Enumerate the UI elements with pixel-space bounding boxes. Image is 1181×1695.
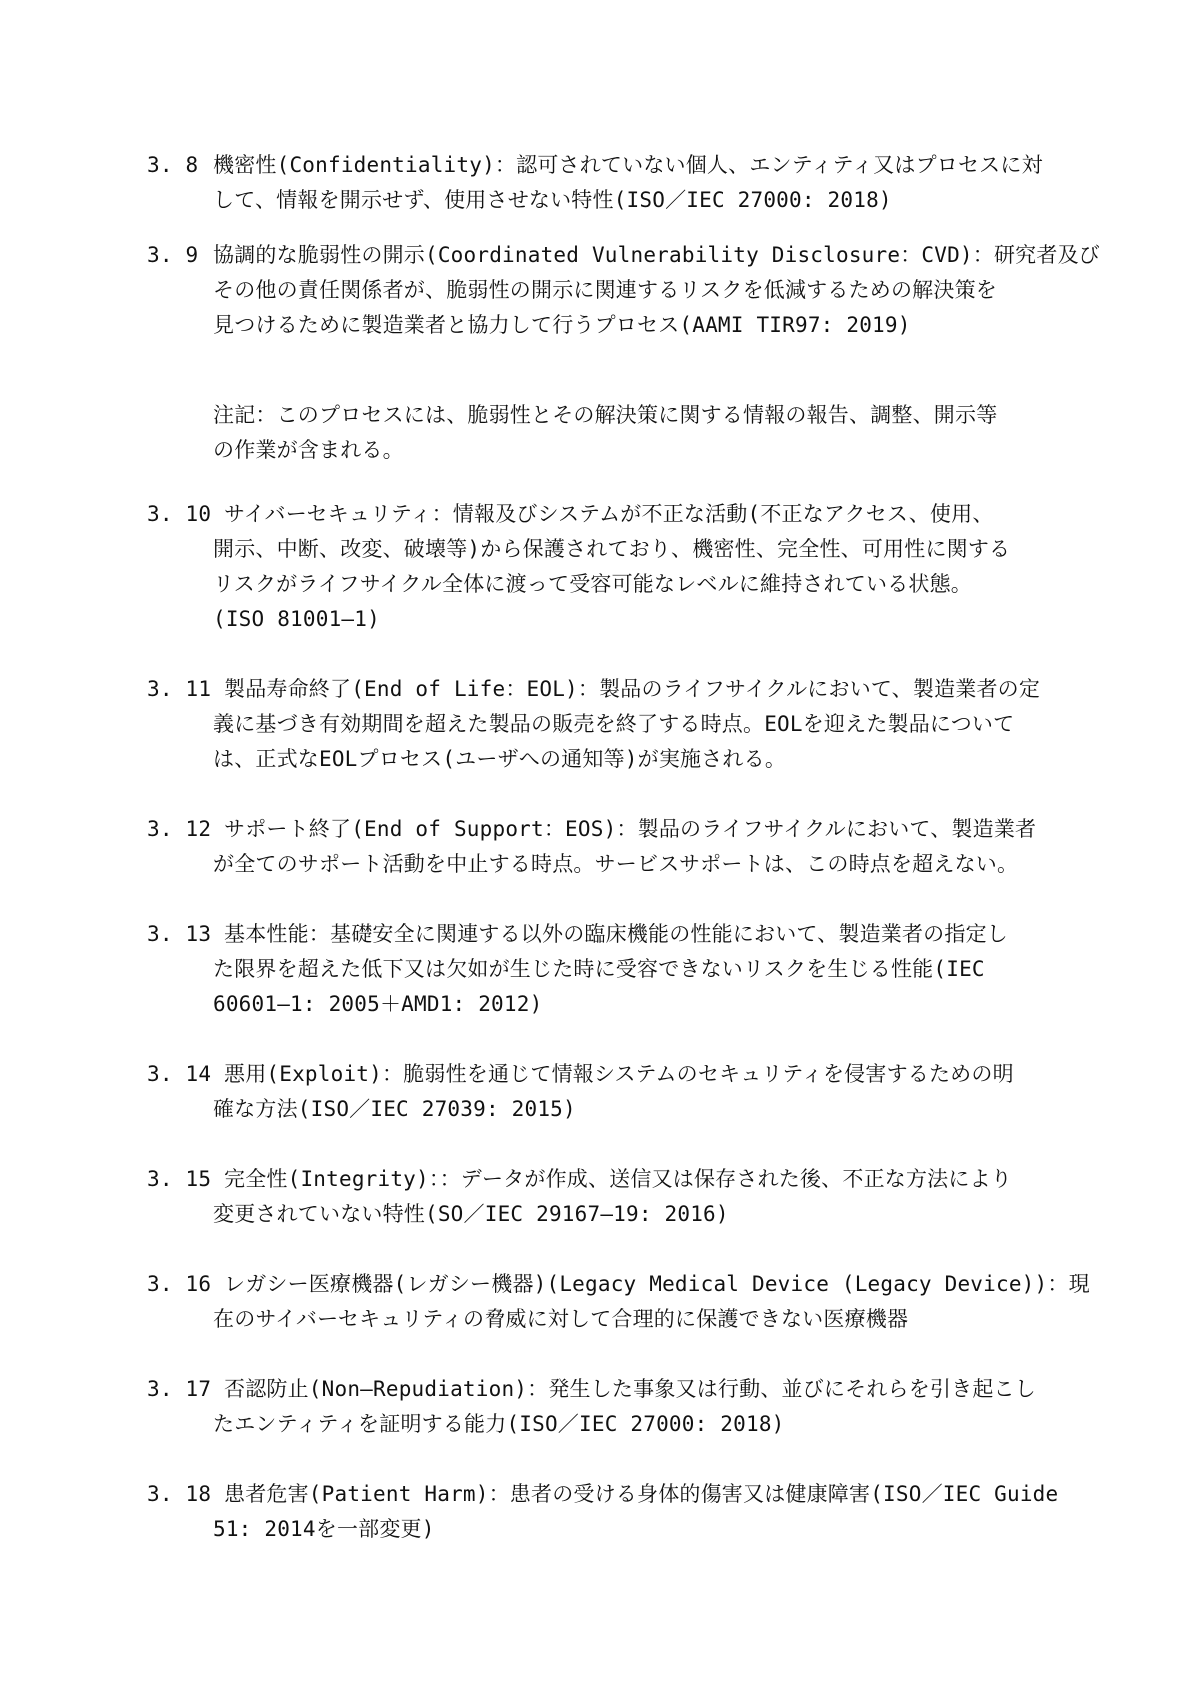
definition-3-11 — [147, 672, 1041, 777]
definition-text: その他の責任関係者が、脆弱性の開示に関連するリスクを低減するための解決策を — [213, 278, 997, 302]
definition-text: 60601―1: 2005＋AMD1: 2012) — [213, 992, 543, 1016]
definition-text: 悪用(Exploit)：脆弱性を通じて情報システムのセキュリティを侵害するための明 — [224, 1062, 1014, 1086]
note-text: 注記：このプロセスには、脆弱性とその解決策に関する情報の報告、調整、開示等 — [213, 403, 998, 427]
definition-text: レガシー医療機器(レガシー機器)(Legacy Medical Device (Legacy Device))：現 — [224, 1272, 1090, 1296]
clause-number: 3. 16 — [147, 1272, 212, 1296]
definition-text: たエンティティを証明する能力(ISO／IEC 27000: 2018) — [213, 1412, 785, 1436]
definition-text: 確な方法(ISO／IEC 27039: 2015) — [213, 1097, 576, 1121]
clause-number: 3. 15 — [147, 1167, 212, 1191]
definition-text: サポート終了(End of Support：EOS)：製品のライフサイクルにおいて、製造業者 — [224, 817, 1037, 841]
definition-text: 否認防止(Non―Repudiation)：発生した事象又は行動、並びにそれらを引き起こし — [224, 1377, 1036, 1401]
definition-3-18 — [147, 1477, 1059, 1547]
definition-text: して、情報を開示せず、使用させない特性(ISO／IEC 27000: 2018) — [213, 188, 892, 212]
definition-3-17 — [147, 1372, 1036, 1442]
clause-number: 3. 8 — [147, 153, 199, 177]
note-3-9 — [213, 398, 1033, 468]
clause-number: 3. 10 — [147, 502, 212, 526]
definition-3-16 — [147, 1267, 1090, 1337]
clause-number: 3. 9 — [147, 243, 199, 267]
definition-text: (ISO 81001―1) — [213, 607, 380, 631]
definition-text: 患者危害(Patient Harm)：患者の受ける身体的傷害又は健康障害(ISO／IEC Guide — [224, 1482, 1059, 1506]
definition-text: リスクがライフサイクル全体に渡って受容可能なレベルに維持されている状態。 — [213, 572, 972, 596]
definition-3-14 — [147, 1057, 1032, 1127]
definition-text: が全てのサポート活動を中止する時点。サービスサポートは、この時点を超えない。 — [213, 852, 1019, 876]
definition-3-15 — [147, 1162, 1032, 1232]
clause-number: 3. 11 — [147, 677, 212, 701]
definition-3-12 — [147, 812, 1037, 882]
definition-text: 51: 2014を一部変更) — [213, 1517, 435, 1541]
definition-3-8 — [147, 148, 1043, 218]
definition-text: 基本性能：基礎安全に関連する以外の臨床機能の性能において、製造業者の指定し — [224, 922, 1008, 946]
definition-3-10 — [147, 497, 1032, 637]
definition-text: 義に基づき有効期間を超えた製品の販売を終了する時点。EOLを迎えた製品について — [213, 712, 1015, 736]
definition-text: た限界を超えた低下又は欠如が生じた時に受容できないリスクを生じる性能(IEC — [213, 957, 985, 981]
clause-number: 3. 17 — [147, 1377, 212, 1401]
definition-text: 製品寿命終了(End of Life：EOL)：製品のライフサイクルにおいて、製造業者の定 — [224, 677, 1041, 701]
definition-text: 開示、中断、改変、破壊等)から保護されており、機密性、完全性、可用性に関する — [213, 537, 1011, 561]
definition-text: 在のサイバーセキュリティの脅威に対して合理的に保護できない医療機器 — [213, 1307, 909, 1331]
definition-3-9 — [147, 238, 1100, 343]
definition-text: 機密性(Confidentiality)：認可されていない個人、エンティティ又はプロセスに対 — [213, 153, 1043, 177]
note-text: の作業が含まれる。 — [213, 438, 404, 462]
definition-text: 見つけるために製造業者と協力して行うプロセス(AAMI TIR97: 2019) — [213, 313, 911, 337]
clause-number: 3. 18 — [147, 1482, 212, 1506]
clause-number: 3. 14 — [147, 1062, 212, 1086]
definition-3-13 — [147, 917, 1032, 1022]
definition-text: 協調的な脆弱性の開示(Coordinated Vulnerability Disclosure：CVD)：研究者及び — [213, 243, 1100, 267]
definition-text: 変更されていない特性(SO／IEC 29167―19: 2016) — [213, 1202, 729, 1226]
definition-text: は、正式なEOLプロセス(ユーザへの通知等)が実施される。 — [213, 747, 787, 771]
definition-text: 完全性(Integrity)：：データが作成、送信又は保存された後、不正な方法により — [224, 1167, 1012, 1191]
clause-number: 3. 12 — [147, 817, 212, 841]
clause-number: 3. 13 — [147, 922, 212, 946]
definition-text: サイバーセキュリティ：情報及びシステムが不正な活動(不正なアクセス、使用、 — [224, 502, 994, 526]
